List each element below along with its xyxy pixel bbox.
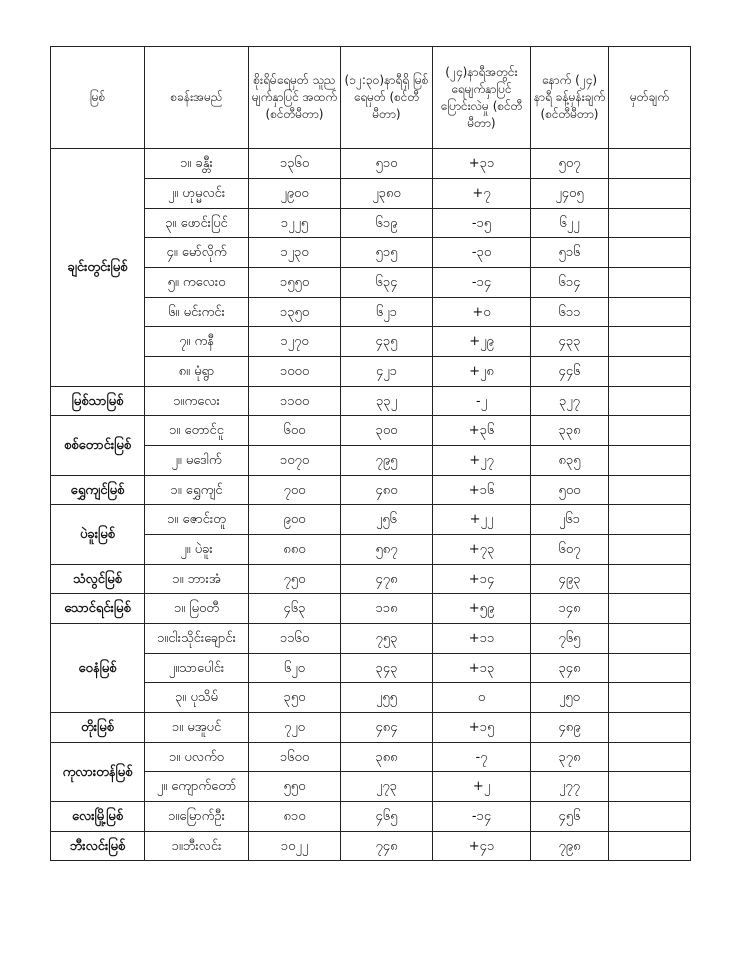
current-level: ၅၈၇ <box>341 535 433 565</box>
river-name: ကုလားတန်မြစ် <box>51 743 145 802</box>
station-name: ၃။ ဖောင်းပြင် <box>145 209 249 238</box>
forecast-level: ၄၃၃ <box>531 327 609 357</box>
level-change: +၂၇ <box>433 446 531 476</box>
danger-level: ၇၀၀ <box>249 476 341 505</box>
danger-level: ၁၅၅၀ <box>249 268 341 298</box>
level-change: +၁၅ <box>433 713 531 743</box>
station-name: ၁။ငါးသိုင်းချောင်း <box>145 624 249 654</box>
remark <box>609 209 691 238</box>
forecast-level: ၄၉၃ <box>531 565 609 594</box>
forecast-level: ၆၀၇ <box>531 535 609 565</box>
station-name: ၁။ဘီးလင်း <box>145 832 249 861</box>
level-change: +၄၁ <box>433 832 531 861</box>
river-name: စစ်တောင်းမြစ် <box>51 416 145 476</box>
forecast-level: ၄၄၆ <box>531 357 609 387</box>
current-level: ၄၇၈ <box>341 565 433 594</box>
remark <box>609 565 691 594</box>
current-level: ၆၃၄ <box>341 268 433 298</box>
danger-level: ၁၂၂၅ <box>249 209 341 238</box>
danger-level: ၁၂၇၀ <box>249 327 341 357</box>
danger-level: ၁၂၃၀ <box>249 238 341 268</box>
forecast-level: ၃၇၈ <box>531 743 609 772</box>
table-row <box>51 298 691 327</box>
current-level: ၄၂၁ <box>341 357 433 387</box>
river-name: လေးမြို့မြစ် <box>51 802 145 832</box>
current-level: ၂၅၆ <box>341 505 433 535</box>
current-level: ၃၃၂ <box>341 387 433 416</box>
forecast-level: ၄၅၆ <box>531 802 609 832</box>
level-change: -၁၄ <box>433 268 531 298</box>
header-forecast: နောက် (၂၄) နာရီ ခန့်မှန်းချက် (စင်တီမီတာ) <box>531 47 609 149</box>
danger-level: ၆၂၀ <box>249 654 341 683</box>
river-name: တိုးမြစ် <box>51 713 145 743</box>
remark <box>609 268 691 298</box>
level-change: +၁၁ <box>433 624 531 654</box>
header-row <box>51 47 691 149</box>
forecast-level: ၃၄၈ <box>531 654 609 683</box>
danger-level: ၆၀၀ <box>249 416 341 446</box>
forecast-level: ၃၃၈ <box>531 416 609 446</box>
river-name: သံလွင်မြစ် <box>51 565 145 594</box>
current-level: ၂၇၃ <box>341 772 433 802</box>
table-row <box>51 654 691 683</box>
current-level: ၇၄၈ <box>341 832 433 861</box>
table-row <box>51 624 691 654</box>
station-name: ၃။ ပုသိမ် <box>145 683 249 713</box>
remark <box>609 416 691 446</box>
header-station: စခန်းအမည် <box>145 47 249 149</box>
current-level: ၃၄၃ <box>341 654 433 683</box>
river-name: ဘီးလင်းမြစ် <box>51 832 145 861</box>
level-change: +၃၆ <box>433 416 531 446</box>
river-name: ရွှေကျင်မြစ် <box>51 476 145 505</box>
forecast-level: ၃၂၇ <box>531 387 609 416</box>
remark <box>609 446 691 476</box>
remark <box>609 743 691 772</box>
table-row <box>51 476 691 505</box>
forecast-level: ၂၆၁ <box>531 505 609 535</box>
forecast-level: ၇၉၈ <box>531 832 609 861</box>
station-name: ၁။ကလေး <box>145 387 249 416</box>
forecast-level: ၇၆၅ <box>531 624 609 654</box>
level-change: +၂၉ <box>433 327 531 357</box>
danger-level: ၇၅၀ <box>249 565 341 594</box>
station-name: ၁။ ပလက်ဝ <box>145 743 249 772</box>
current-level: ၂၅၅ <box>341 683 433 713</box>
danger-level: ၇၂၀ <box>249 713 341 743</box>
station-name: ၄။ မော်လိုက် <box>145 238 249 268</box>
danger-level: ၂၉၀၀ <box>249 179 341 209</box>
remark <box>609 802 691 832</box>
current-level: ၆၂၁ <box>341 298 433 327</box>
danger-level: ၁၀၂၂ <box>249 832 341 861</box>
current-level: ၅၁၅ <box>341 238 433 268</box>
station-name: ၂။သာပေါင်း <box>145 654 249 683</box>
table-row <box>51 743 691 772</box>
danger-level: ၁၃၅၀ <box>249 298 341 327</box>
danger-level: ၈၁၀ <box>249 802 341 832</box>
station-name: ၁။ တောင်ငူ <box>145 416 249 446</box>
river-name: ချင်းတွင်းမြစ် <box>51 149 145 387</box>
remark <box>609 713 691 743</box>
table-row <box>51 416 691 446</box>
level-change: -၁၅ <box>433 209 531 238</box>
station-name: ၁။ ဇောင်းတူ <box>145 505 249 535</box>
station-name: ၂။ မဒေါက် <box>145 446 249 476</box>
remark <box>609 594 691 624</box>
forecast-level: ၆၁၄ <box>531 268 609 298</box>
forecast-level: ၁၄၈ <box>531 594 609 624</box>
river-name: ပဲခူးမြစ် <box>51 505 145 565</box>
danger-level: ၁၀၇၀ <box>249 446 341 476</box>
river-name: သောင်ရင်းမြစ် <box>51 594 145 624</box>
table-row <box>51 149 691 179</box>
river-name: မြစ်သာမြစ် <box>51 387 145 416</box>
river-name: ဝေနံမြစ် <box>51 624 145 713</box>
table-row <box>51 505 691 535</box>
table-row <box>51 565 691 594</box>
forecast-level: ၂၅၀ <box>531 683 609 713</box>
level-change: -၃၀ <box>433 238 531 268</box>
level-change: +၇၃ <box>433 535 531 565</box>
station-name: ၈။ မုံရွာ <box>145 357 249 387</box>
remark <box>609 238 691 268</box>
remark <box>609 535 691 565</box>
remark <box>609 505 691 535</box>
remark <box>609 298 691 327</box>
forecast-level: ၅၀၇ <box>531 149 609 179</box>
current-level: ၄၈၀ <box>341 476 433 505</box>
danger-level: ၃၅၀ <box>249 683 341 713</box>
current-level: ၃၈၈ <box>341 743 433 772</box>
table-row <box>51 268 691 298</box>
station-name: ၆။ မင်းကင်း <box>145 298 249 327</box>
current-level: ၅၁၀ <box>341 149 433 179</box>
table-row <box>51 594 691 624</box>
table-row <box>51 179 691 209</box>
header-current-level: (၁၂:၃၀)နာရီရှိ မြစ်ရေမှတ် (စင်တီမီတာ) <box>341 47 433 149</box>
table-row <box>51 387 691 416</box>
remark <box>609 654 691 683</box>
header-river: မြစ် <box>51 47 145 149</box>
level-change: +၂၂ <box>433 505 531 535</box>
level-change: +၇ <box>433 179 531 209</box>
current-level: ၇၅၃ <box>341 624 433 654</box>
forecast-level: ၅၁၆ <box>531 238 609 268</box>
table-row <box>51 832 691 861</box>
forecast-level: ၈၃၅ <box>531 446 609 476</box>
forecast-level: ၂၇၇ <box>531 772 609 802</box>
remark <box>609 683 691 713</box>
current-level: ၁၁၈ <box>341 594 433 624</box>
header-danger-level: စိုးရိမ်ရေမှတ် သူညမျက်နှာပြင် အထက် (စင်တီမီတာ) <box>249 47 341 149</box>
level-change: -၇ <box>433 743 531 772</box>
danger-level: ၁၁၆၀ <box>249 624 341 654</box>
station-name: ၅။ ကလေးဝ <box>145 268 249 298</box>
table-row <box>51 209 691 238</box>
level-change: -၂ <box>433 387 531 416</box>
header-24h-change: (၂၄)နာရီအတွင်း ရေမျက်နှာပြင် ပြောင်းလဲမှု (စင်တီမီတာ) <box>433 47 531 149</box>
station-name: ၇။ ကနီ <box>145 327 249 357</box>
level-change: +၂ <box>433 772 531 802</box>
table-body <box>51 149 691 861</box>
forecast-level: ၄၈၉ <box>531 713 609 743</box>
level-change: +၁၃ <box>433 654 531 683</box>
table-row <box>51 713 691 743</box>
level-change: ၀ <box>433 683 531 713</box>
current-level: ၃၀၀ <box>341 416 433 446</box>
remark <box>609 149 691 179</box>
danger-level: ၅၅၀ <box>249 772 341 802</box>
remark <box>609 387 691 416</box>
remark <box>609 476 691 505</box>
table-row <box>51 772 691 802</box>
danger-level: ၉၀၀ <box>249 505 341 535</box>
remark <box>609 832 691 861</box>
danger-level: ၁၁၀၀ <box>249 387 341 416</box>
station-name: ၁။ ခန္တီး <box>145 149 249 179</box>
station-name: ၂။ ဟုမ္မလင်း <box>145 179 249 209</box>
station-name: ၂။ ကျောက်တော် <box>145 772 249 802</box>
remark <box>609 179 691 209</box>
level-change: +၀ <box>433 298 531 327</box>
danger-level: ၈၈၀ <box>249 535 341 565</box>
forecast-level: ၅၀၀ <box>531 476 609 505</box>
forecast-level: ၆၂၂ <box>531 209 609 238</box>
level-change: +၅၉ <box>433 594 531 624</box>
current-level: ၆၁၉ <box>341 209 433 238</box>
danger-level: ၁၀၀၀ <box>249 357 341 387</box>
level-change: +၂၈ <box>433 357 531 387</box>
forecast-level: ၆၁၁ <box>531 298 609 327</box>
table-row <box>51 446 691 476</box>
remark <box>609 357 691 387</box>
current-level: ၄၆၅ <box>341 802 433 832</box>
table-row <box>51 357 691 387</box>
table-row <box>51 802 691 832</box>
remark <box>609 624 691 654</box>
station-name: ၁။ မအူပင် <box>145 713 249 743</box>
water-level-table <box>50 46 691 861</box>
level-change: +၁၆ <box>433 476 531 505</box>
station-name: ၂။ ပဲခူး <box>145 535 249 565</box>
table-row <box>51 238 691 268</box>
remark <box>609 772 691 802</box>
current-level: ၄၃၅ <box>341 327 433 357</box>
danger-level: ၁၃၆၀ <box>249 149 341 179</box>
table-row <box>51 327 691 357</box>
station-name: ၁။ မြဝတီ <box>145 594 249 624</box>
level-change: -၁၄ <box>433 802 531 832</box>
current-level: ၇၉၅ <box>341 446 433 476</box>
station-name: ၁။ ဘားအံ <box>145 565 249 594</box>
remark <box>609 327 691 357</box>
forecast-level: ၂၄၀၅ <box>531 179 609 209</box>
station-name: ၁။ ရွှေကျင် <box>145 476 249 505</box>
level-change: +၃၁ <box>433 149 531 179</box>
danger-level: ၁၆၀၀ <box>249 743 341 772</box>
table-row <box>51 535 691 565</box>
header-remark: မှတ်ချက် <box>609 47 691 149</box>
station-name: ၁။မြောက်ဦး <box>145 802 249 832</box>
table-row <box>51 683 691 713</box>
current-level: ၄၈၄ <box>341 713 433 743</box>
danger-level: ၄၆၃ <box>249 594 341 624</box>
current-level: ၂၃၈၀ <box>341 179 433 209</box>
level-change: +၁၄ <box>433 565 531 594</box>
